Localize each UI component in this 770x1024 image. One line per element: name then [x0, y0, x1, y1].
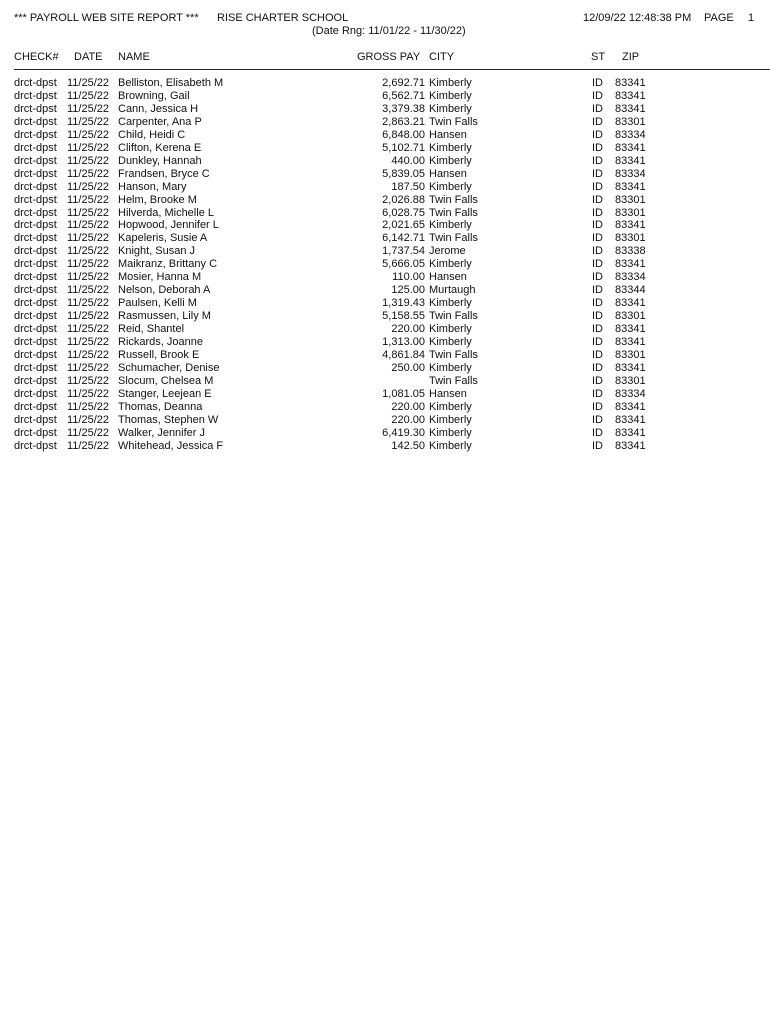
- gross-pay-cell: 1,737.54: [382, 245, 425, 258]
- check-cell: drct-dpst: [14, 193, 57, 206]
- zip-cell: 83301: [615, 206, 646, 219]
- gross-pay-cell: 110.00: [392, 271, 425, 284]
- gross-pay-cell: 1,313.00: [382, 336, 425, 348]
- state-cell: ID: [592, 232, 603, 245]
- name-cell: Schumacher, Denise: [118, 361, 220, 374]
- city-cell: Hansen: [429, 167, 467, 180]
- table-row: [0, 310, 770, 323]
- city-cell: Kimberly: [429, 413, 472, 426]
- city-cell: Hansen: [429, 387, 467, 400]
- gross-pay-cell: 6,562.71: [382, 89, 425, 102]
- zip-cell: 83334: [615, 271, 646, 284]
- check-cell: drct-dpst: [14, 361, 57, 374]
- zip-cell: 83341: [615, 219, 646, 232]
- zip-cell: 83341: [615, 439, 646, 452]
- date-cell: 11/25/22: [67, 219, 110, 232]
- check-cell: drct-dpst: [14, 413, 57, 426]
- city-cell: Twin Falls: [429, 115, 478, 128]
- table-row: [0, 362, 770, 375]
- zip-cell: 83301: [615, 232, 646, 245]
- state-cell: ID: [592, 336, 603, 348]
- check-cell: drct-dpst: [14, 167, 57, 180]
- gross-pay-cell: 142.50: [391, 439, 425, 452]
- zip-cell: 83338: [615, 245, 646, 258]
- table-row: [0, 245, 770, 258]
- city-cell: Kimberly: [429, 258, 472, 271]
- zip-cell: 83341: [615, 77, 646, 89]
- state-cell: ID: [592, 413, 603, 426]
- date-cell: 11/25/22: [67, 297, 110, 310]
- zip-cell: 83301: [615, 310, 646, 323]
- table-row: [0, 414, 770, 427]
- gross-pay-cell: 6,848.00: [382, 128, 425, 141]
- check-cell: drct-dpst: [14, 284, 57, 297]
- gross-pay-cell: 1,081.05: [382, 387, 425, 400]
- col-zip: ZIP: [622, 51, 640, 63]
- zip-cell: 83341: [615, 89, 646, 102]
- check-cell: drct-dpst: [14, 336, 57, 348]
- date-cell: 11/25/22: [67, 206, 110, 219]
- date-cell: 11/25/22: [67, 361, 110, 374]
- name-cell: Browning, Gail: [118, 89, 190, 102]
- state-cell: ID: [592, 348, 603, 361]
- date-cell: 11/25/22: [67, 180, 110, 193]
- state-cell: ID: [592, 180, 603, 193]
- date-cell: 11/25/22: [67, 426, 110, 439]
- zip-cell: 83334: [615, 128, 646, 141]
- state-cell: ID: [592, 77, 603, 89]
- zip-cell: 83344: [615, 284, 646, 297]
- table-row: [0, 440, 770, 453]
- date-cell: 11/25/22: [67, 323, 110, 336]
- city-cell: Kimberly: [429, 141, 472, 154]
- gross-pay-cell: 5,102.71: [382, 141, 425, 154]
- state-cell: ID: [592, 271, 603, 284]
- date-cell: 11/25/22: [67, 374, 110, 387]
- state-cell: ID: [592, 387, 603, 400]
- date-cell: 11/25/22: [67, 400, 110, 413]
- table-row: [0, 155, 770, 168]
- name-cell: Frandsen, Bryce C: [118, 167, 210, 180]
- date-cell: 11/25/22: [67, 193, 110, 206]
- name-cell: Reid, Shantel: [118, 323, 185, 336]
- check-cell: drct-dpst: [14, 115, 57, 128]
- check-cell: drct-dpst: [14, 128, 57, 141]
- page-number: 1: [748, 12, 755, 24]
- zip-cell: 83301: [615, 348, 646, 361]
- zip-cell: 83341: [615, 258, 646, 271]
- state-cell: ID: [592, 102, 603, 115]
- date-cell: 11/25/22: [67, 245, 110, 258]
- zip-cell: 83341: [615, 413, 646, 426]
- city-cell: Kimberly: [429, 180, 472, 193]
- zip-cell: 83341: [615, 323, 646, 336]
- name-cell: Kapeleris, Susie A: [118, 232, 208, 245]
- check-cell: drct-dpst: [14, 180, 57, 193]
- state-cell: ID: [592, 167, 603, 180]
- gross-pay-cell: 3,379.38: [382, 102, 425, 115]
- name-cell: Stanger, Leejean E: [118, 387, 212, 400]
- state-cell: ID: [592, 206, 603, 219]
- state-cell: ID: [592, 245, 603, 258]
- gross-pay-cell: 2,692.71: [382, 77, 425, 89]
- name-cell: Rickards, Joanne: [118, 336, 203, 348]
- gross-pay-cell: 440.00: [391, 154, 425, 167]
- city-cell: Twin Falls: [429, 348, 478, 361]
- state-cell: ID: [592, 115, 603, 128]
- gross-pay-cell: 4,861.84: [382, 348, 425, 361]
- check-cell: drct-dpst: [14, 154, 57, 167]
- zip-cell: 83301: [615, 115, 646, 128]
- zip-cell: 83341: [615, 336, 646, 348]
- table-row: [0, 77, 770, 90]
- check-cell: drct-dpst: [14, 232, 57, 245]
- check-cell: drct-dpst: [14, 219, 57, 232]
- table-row: [0, 401, 770, 414]
- table-row: [0, 375, 770, 388]
- gross-pay-cell: 220.00: [391, 400, 425, 413]
- state-cell: ID: [592, 439, 603, 452]
- gross-pay-cell: 5,158.55: [382, 310, 425, 323]
- name-cell: Paulsen, Kelli M: [118, 297, 197, 310]
- table-row: [0, 258, 770, 271]
- check-cell: drct-dpst: [14, 387, 57, 400]
- name-cell: Thomas, Deanna: [118, 400, 203, 413]
- table-row: [0, 90, 770, 103]
- check-cell: drct-dpst: [14, 271, 57, 284]
- city-cell: Kimberly: [429, 89, 472, 102]
- zip-cell: 83341: [615, 297, 646, 310]
- date-cell: 11/25/22: [67, 348, 110, 361]
- zip-cell: 83341: [615, 180, 646, 193]
- check-cell: drct-dpst: [14, 102, 57, 115]
- check-cell: drct-dpst: [14, 258, 57, 271]
- name-cell: Slocum, Chelsea M: [118, 374, 214, 387]
- city-cell: Hansen: [429, 271, 467, 284]
- gross-pay-cell: 5,666.05: [382, 258, 425, 271]
- date-cell: 11/25/22: [67, 310, 110, 323]
- date-cell: 11/25/22: [67, 141, 110, 154]
- table-row: [0, 142, 770, 155]
- col-city: CITY: [429, 51, 455, 63]
- zip-cell: 83301: [615, 193, 646, 206]
- table-row: [0, 297, 770, 310]
- city-cell: Kimberly: [429, 219, 472, 232]
- table-row: [0, 181, 770, 194]
- table-row: [0, 349, 770, 362]
- table-row: [0, 388, 770, 401]
- col-date: DATE: [74, 51, 103, 63]
- state-cell: ID: [592, 219, 603, 232]
- city-cell: Kimberly: [429, 102, 472, 115]
- gross-pay-cell: 250.00: [391, 361, 425, 374]
- state-cell: ID: [592, 297, 603, 310]
- page-label: PAGE: [704, 12, 734, 24]
- date-cell: 11/25/22: [67, 413, 110, 426]
- zip-cell: 83301: [615, 374, 646, 387]
- table-row: [0, 207, 770, 220]
- table-row: [0, 427, 770, 440]
- check-cell: drct-dpst: [14, 348, 57, 361]
- table-row: [0, 129, 770, 142]
- state-cell: ID: [592, 323, 603, 336]
- state-cell: ID: [592, 374, 603, 387]
- gross-pay-cell: 1,319.43: [382, 297, 425, 310]
- check-cell: drct-dpst: [14, 310, 57, 323]
- city-cell: Twin Falls: [429, 206, 478, 219]
- check-cell: drct-dpst: [14, 426, 57, 439]
- city-cell: Kimberly: [429, 154, 472, 167]
- date-cell: 11/25/22: [67, 232, 110, 245]
- check-cell: drct-dpst: [14, 374, 57, 387]
- city-cell: Kimberly: [429, 439, 472, 452]
- gross-pay-cell: 5,839.05: [382, 167, 425, 180]
- city-cell: Kimberly: [429, 426, 472, 439]
- name-cell: Hilverda, Michelle L: [118, 206, 214, 219]
- gross-pay-cell: 6,028.75: [382, 206, 425, 219]
- date-cell: 11/25/22: [67, 102, 110, 115]
- state-cell: ID: [592, 258, 603, 271]
- state-cell: ID: [592, 284, 603, 297]
- name-cell: Whitehead, Jessica F: [118, 439, 224, 452]
- col-name: NAME: [118, 51, 150, 63]
- zip-cell: 83334: [615, 167, 646, 180]
- city-cell: Kimberly: [429, 400, 472, 413]
- gross-pay-cell: 2,026.88: [382, 193, 425, 206]
- table-row: [0, 336, 770, 349]
- gross-pay-cell: 220.00: [391, 413, 425, 426]
- gross-pay-cell: 2,021.65: [382, 219, 425, 232]
- check-cell: drct-dpst: [14, 400, 57, 413]
- zip-cell: 83334: [615, 387, 646, 400]
- col-state: ST: [591, 51, 606, 63]
- table-row: [0, 232, 770, 245]
- name-cell: Child, Heidi C: [118, 128, 186, 141]
- city-cell: Twin Falls: [429, 193, 478, 206]
- state-cell: ID: [592, 426, 603, 439]
- school-name: RISE CHARTER SCHOOL: [217, 12, 349, 24]
- date-cell: 11/25/22: [67, 89, 110, 102]
- city-cell: Kimberly: [429, 297, 472, 310]
- name-cell: Maikranz, Brittany C: [118, 258, 218, 271]
- city-cell: Twin Falls: [429, 310, 478, 323]
- name-cell: Belliston, Elisabeth M: [118, 77, 224, 89]
- table-row: [0, 168, 770, 181]
- city-cell: Hansen: [429, 128, 467, 141]
- table-row: [0, 271, 770, 284]
- city-cell: Kimberly: [429, 336, 472, 348]
- check-cell: drct-dpst: [14, 77, 57, 89]
- check-cell: drct-dpst: [14, 206, 57, 219]
- table-row: [0, 323, 770, 336]
- check-cell: drct-dpst: [14, 439, 57, 452]
- zip-cell: 83341: [615, 426, 646, 439]
- name-cell: Helm, Brooke M: [118, 193, 197, 206]
- date-cell: 11/25/22: [67, 77, 110, 89]
- zip-cell: 83341: [615, 400, 646, 413]
- date-range: (Date Rng: 11/01/22 - 11/30/22): [312, 25, 466, 37]
- date-cell: 11/25/22: [67, 439, 110, 452]
- check-cell: drct-dpst: [14, 141, 57, 154]
- date-cell: 11/25/22: [67, 284, 110, 297]
- date-cell: 11/25/22: [67, 167, 110, 180]
- gross-pay-cell: 2,863.21: [382, 115, 425, 128]
- table-row: [0, 194, 770, 207]
- state-cell: ID: [592, 193, 603, 206]
- date-cell: 11/25/22: [67, 336, 110, 348]
- zip-cell: 83341: [615, 102, 646, 115]
- state-cell: ID: [592, 310, 603, 323]
- city-cell: Twin Falls: [429, 232, 478, 245]
- state-cell: ID: [592, 128, 603, 141]
- report-timestamp: 12/09/22 12:48:38 PM: [583, 12, 692, 24]
- zip-cell: 83341: [615, 141, 646, 154]
- city-cell: Kimberly: [429, 361, 472, 374]
- check-cell: drct-dpst: [14, 323, 57, 336]
- table-row: [0, 284, 770, 297]
- name-cell: Carpenter, Ana P: [118, 115, 202, 128]
- name-cell: Dunkley, Hannah: [118, 154, 202, 167]
- name-cell: Nelson, Deborah A: [118, 284, 211, 297]
- header-divider: [14, 69, 770, 70]
- city-cell: Kimberly: [429, 323, 472, 336]
- table-row: [0, 219, 770, 232]
- table-row: [0, 103, 770, 116]
- gross-pay-cell: 187.50: [391, 180, 425, 193]
- gross-pay-cell: 6,142.71: [382, 232, 425, 245]
- check-cell: drct-dpst: [14, 245, 57, 258]
- report-title: *** PAYROLL WEB SITE REPORT ***: [14, 12, 199, 24]
- name-cell: Hopwood, Jennifer L: [118, 219, 219, 232]
- check-cell: drct-dpst: [14, 89, 57, 102]
- gross-pay-cell: 6,419.30: [382, 426, 425, 439]
- name-cell: Cann, Jessica H: [118, 102, 199, 115]
- zip-cell: 83341: [615, 154, 646, 167]
- state-cell: ID: [592, 400, 603, 413]
- name-cell: Thomas, Stephen W: [118, 413, 219, 426]
- date-cell: 11/25/22: [67, 154, 110, 167]
- date-cell: 11/25/22: [67, 258, 110, 271]
- name-cell: Walker, Jennifer J: [118, 426, 206, 439]
- date-cell: 11/25/22: [67, 128, 110, 141]
- check-cell: drct-dpst: [14, 297, 57, 310]
- city-cell: Murtaugh: [429, 284, 476, 297]
- col-check: CHECK#: [14, 51, 59, 63]
- name-cell: Clifton, Kerena E: [118, 141, 202, 154]
- name-cell: Rasmussen, Lily M: [118, 310, 211, 323]
- state-cell: ID: [592, 154, 603, 167]
- zip-cell: 83341: [615, 361, 646, 374]
- name-cell: Hanson, Mary: [118, 180, 187, 193]
- state-cell: ID: [592, 89, 603, 102]
- name-cell: Mosier, Hanna M: [118, 271, 202, 284]
- state-cell: ID: [592, 361, 603, 374]
- date-cell: 11/25/22: [67, 115, 110, 128]
- name-cell: Russell, Brook E: [118, 348, 200, 361]
- date-cell: 11/25/22: [67, 387, 110, 400]
- state-cell: ID: [592, 141, 603, 154]
- table-row: [0, 116, 770, 129]
- city-cell: Twin Falls: [429, 374, 478, 387]
- date-cell: 11/25/22: [67, 271, 110, 284]
- col-gross-pay: GROSS PAY: [357, 51, 421, 63]
- city-cell: Jerome: [429, 245, 466, 258]
- gross-pay-cell: 125.00: [391, 284, 425, 297]
- gross-pay-cell: 220.00: [391, 323, 425, 336]
- city-cell: Kimberly: [429, 77, 472, 89]
- name-cell: Knight, Susan J: [118, 245, 196, 258]
